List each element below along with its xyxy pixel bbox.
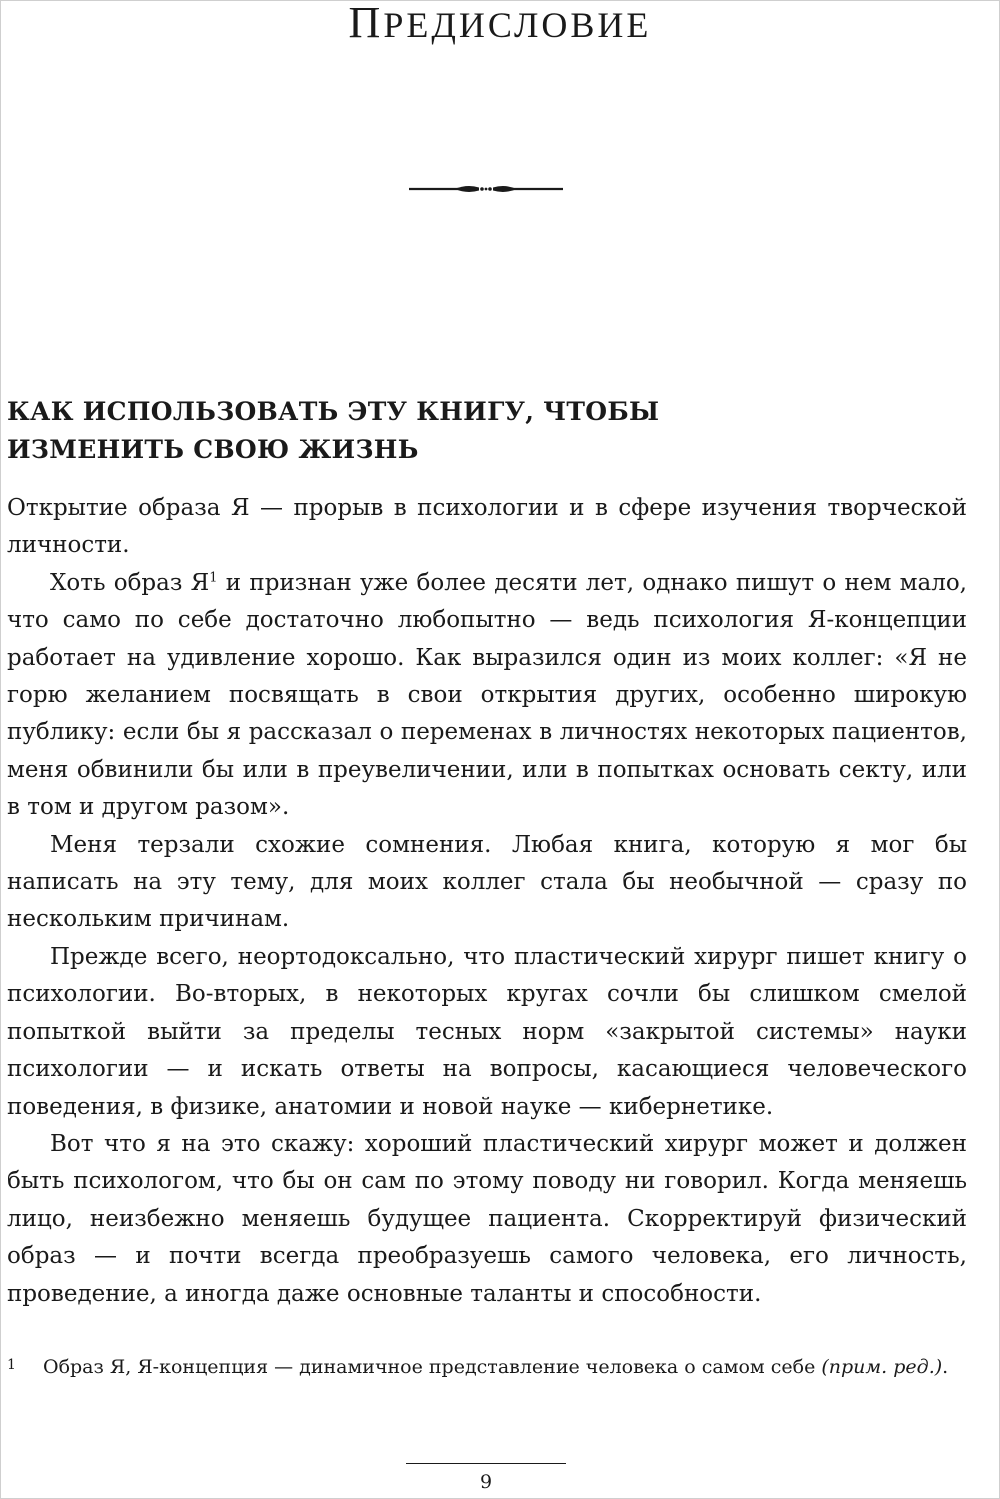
page-number: 9 bbox=[479, 1471, 493, 1493]
section-heading-line-2: ИЗМЕНИТЬ СВОЮ ЖИЗНЬ bbox=[7, 435, 419, 464]
body-text bbox=[7, 490, 967, 1313]
paragraph-1: Открытие образа Я — прорыв в психологии и в сфере изучения творческой личности. bbox=[7, 495, 967, 559]
footnote-body: Образ Я, Я-концепция — динамичное представление человека о самом себе bbox=[43, 1356, 822, 1378]
footnote-number: 1 bbox=[7, 1357, 16, 1373]
paragraph-2 bbox=[7, 565, 967, 827]
footnote-end: . bbox=[942, 1356, 949, 1378]
paragraph-2-start: Хоть образ Я bbox=[50, 569, 210, 596]
paragraph-2-rest: и признан уже более десяти лет, однако пишут о нем мало, что само по себе достаточно любопытно — ведь психология Я-концепции работает на удивление хорошо. Как выразился один из моих коллег: «Я не горю желанием посвящать в свои открытия других, особенно широкую публику: если бы я рассказал о переменах в личностях некоторых пациентов, меня обвинили бы или в преувеличении, или в попытках основать секту, или в том и другом разом». bbox=[7, 569, 967, 821]
section-heading-line-1: КАК ИСПОЛЬЗОВАТЬ ЭТУ КНИГУ, ЧТОБЫ bbox=[7, 397, 660, 426]
paragraph-4: Прежде всего, неортодоксально, что пластический хирург пишет книгу о психологии. Во-вторых, в некоторых кругах сочли бы слишком смелой попыткой выйти за пределы тесных норм «закрытой системы» науки психологии — и искать ответы на вопросы, касающиеся человеческого поведения, в физике, анатомии и новой науке — кибернетике. bbox=[7, 943, 967, 1120]
chapter-title-initial: П bbox=[348, 0, 384, 47]
section-heading bbox=[7, 393, 967, 469]
chapter-title-rest: РЕДИСЛОВИЕ bbox=[383, 5, 652, 45]
footnote-reference[interactable]: 1 bbox=[209, 570, 218, 586]
ornament-divider-icon bbox=[409, 176, 563, 202]
footnote-editor-note: (прим. ред.) bbox=[821, 1356, 943, 1378]
page-number-rule bbox=[406, 1463, 566, 1464]
chapter-title bbox=[0, 0, 1000, 48]
paragraph-5: Вот что я на это скажу: хороший пластический хирург может и должен быть психологом, что бы он сам по этому поводу ни говорил. Когда меняешь лицо, неизбежно меняешь будущее пациента. Скорректируй физический образ — и почти всегда преобразуешь самого человека, его личность, проведение, а иногда даже основные таланты и способности. bbox=[7, 1130, 967, 1307]
footnote-text bbox=[43, 1352, 967, 1383]
paragraph-3: Меня терзали схожие сомнения. Любая книга, которую я мог бы написать на эту тему, для моих коллег стала бы необычной — сразу по нескольким причинам. bbox=[7, 831, 967, 933]
footnote bbox=[7, 1352, 967, 1383]
